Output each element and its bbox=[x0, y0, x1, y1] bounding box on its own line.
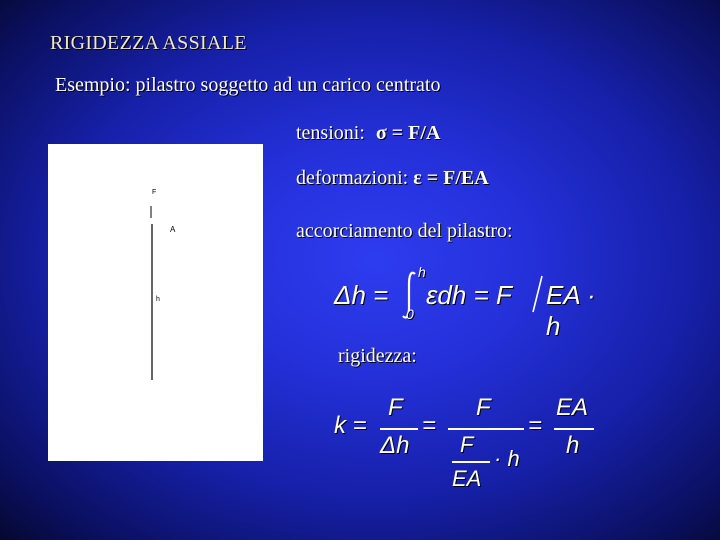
integral-upper: h bbox=[418, 264, 426, 280]
stiffness-equation bbox=[334, 394, 604, 498]
stiffness-k: k = bbox=[334, 412, 367, 439]
strain-formula: ε = F/EA bbox=[413, 167, 489, 189]
stiffness-label: rigidezza: bbox=[338, 345, 417, 367]
column-figure bbox=[48, 144, 263, 461]
slide-title: RIGIDEZZA ASSIALE bbox=[50, 32, 247, 54]
eq-sign-2: = bbox=[528, 412, 543, 439]
frac2-den-ea: EA bbox=[452, 466, 482, 491]
frac3-bar bbox=[554, 428, 594, 430]
stress-line bbox=[296, 122, 440, 145]
fraction-slash bbox=[530, 274, 546, 314]
slide-subtitle: Esempio: pilastro soggetto ad un carico centrato bbox=[55, 74, 441, 96]
frac3-den: h bbox=[566, 432, 580, 459]
strain-line bbox=[296, 167, 489, 190]
shortening-label: accorciamento del pilastro: bbox=[296, 220, 513, 242]
frac1-bar bbox=[380, 428, 418, 430]
stress-label: tensioni: bbox=[296, 122, 365, 144]
frac2-inner-bar bbox=[452, 461, 490, 463]
frac2-bar bbox=[448, 428, 524, 430]
stress-formula: σ = F/A bbox=[375, 122, 441, 144]
integral-lower: 0 bbox=[406, 306, 414, 322]
frac3-num: EA bbox=[556, 394, 589, 421]
frac2-den-h: · h bbox=[494, 446, 520, 471]
area-label: A bbox=[170, 225, 176, 234]
height-label: h bbox=[156, 296, 160, 303]
shortening-rhs: EA · h bbox=[546, 280, 596, 341]
frac1-den: Δh bbox=[380, 432, 410, 459]
frac2-num: F bbox=[476, 394, 491, 421]
frac2-den-f: F bbox=[460, 432, 474, 457]
load-label: F bbox=[152, 189, 157, 196]
shortening-equation bbox=[334, 264, 604, 341]
frac1-num: F bbox=[388, 394, 403, 421]
eq-sign-1: = bbox=[422, 412, 437, 439]
strain-label: deformazioni: bbox=[296, 167, 409, 189]
shortening-integrand: εdh = F bbox=[426, 280, 512, 310]
shortening-lhs: Δh = bbox=[334, 280, 389, 310]
